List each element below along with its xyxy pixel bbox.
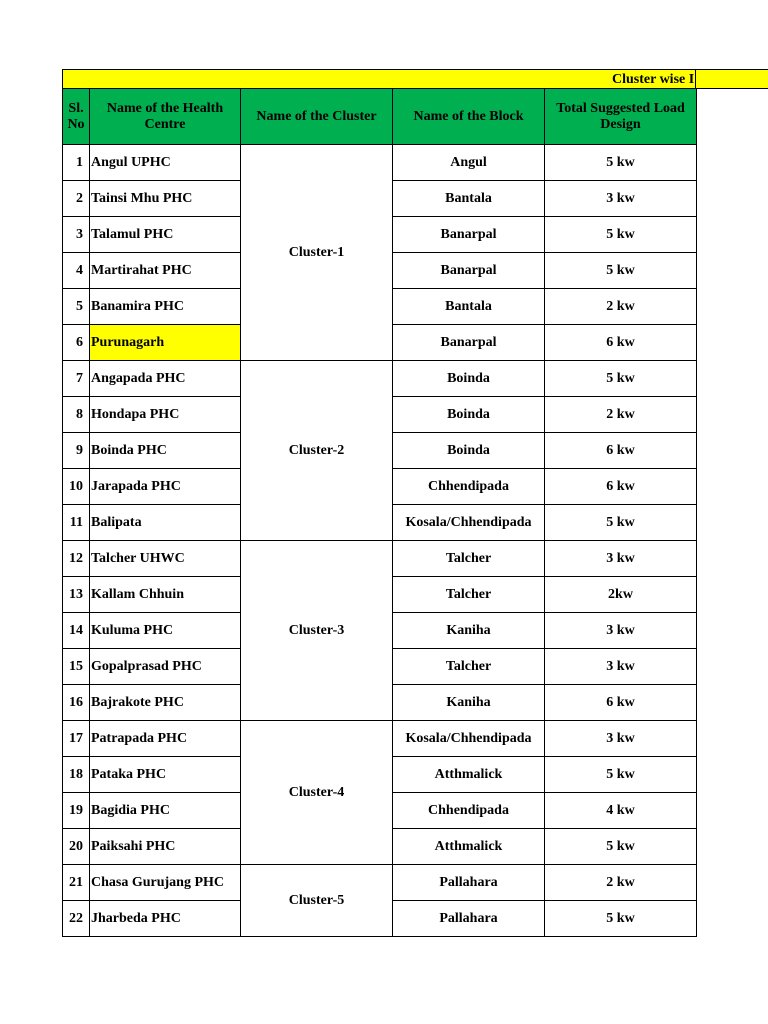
load-cell[interactable]: 3 kw [545, 721, 697, 757]
sl-no-cell[interactable]: 11 [63, 505, 90, 541]
block-cell[interactable]: Banarpal [393, 325, 545, 361]
sl-no-cell[interactable]: 21 [63, 865, 90, 901]
health-centre-cell[interactable]: Martirahat PHC [90, 253, 241, 289]
load-cell[interactable]: 6 kw [545, 325, 697, 361]
load-cell[interactable]: 6 kw [545, 685, 697, 721]
load-cell[interactable]: 3 kw [545, 649, 697, 685]
cluster-cell[interactable]: Cluster-4 [241, 721, 393, 865]
sheet-title: Cluster wise I [612, 72, 695, 87]
sl-no-cell[interactable]: 1 [63, 145, 90, 181]
header-row [63, 89, 697, 145]
table-row [63, 865, 697, 901]
sl-no-cell[interactable]: 4 [63, 253, 90, 289]
block-cell[interactable]: Chhendipada [393, 469, 545, 505]
sl-no-cell[interactable]: 16 [63, 685, 90, 721]
cluster-cell[interactable]: Cluster-3 [241, 541, 393, 721]
cluster-cell[interactable]: Cluster-1 [241, 145, 393, 361]
block-cell[interactable]: Kosala/Chhendipada [393, 505, 545, 541]
load-cell[interactable]: 5 kw [545, 145, 697, 181]
health-centre-cell[interactable]: Kallam Chhuin [90, 577, 241, 613]
health-centre-cell[interactable]: Bajrakote PHC [90, 685, 241, 721]
block-cell[interactable]: Boinda [393, 433, 545, 469]
health-centre-cell[interactable]: Talamul PHC [90, 217, 241, 253]
sl-no-cell[interactable]: 6 [63, 325, 90, 361]
table-row [63, 361, 697, 397]
header-block: Name of the Block [393, 89, 545, 145]
sl-no-cell[interactable]: 15 [63, 649, 90, 685]
sl-no-cell[interactable]: 7 [63, 361, 90, 397]
block-cell[interactable]: Pallahara [393, 901, 545, 937]
block-cell[interactable]: Talcher [393, 649, 545, 685]
load-cell[interactable]: 5 kw [545, 253, 697, 289]
health-centre-cell[interactable]: Angul UPHC [90, 145, 241, 181]
load-cell[interactable]: 5 kw [545, 505, 697, 541]
health-centre-cell[interactable]: Chasa Gurujang PHC [90, 865, 241, 901]
health-centre-cell[interactable]: Boinda PHC [90, 433, 241, 469]
header-load: Total Suggested Load Design [545, 89, 697, 145]
sl-no-cell[interactable]: 17 [63, 721, 90, 757]
block-cell[interactable]: Atthmalick [393, 829, 545, 865]
sl-no-cell[interactable]: 20 [63, 829, 90, 865]
load-cell[interactable]: 3 kw [545, 541, 697, 577]
health-centre-cell[interactable]: Paiksahi PHC [90, 829, 241, 865]
title-band [62, 69, 768, 89]
health-centre-cell[interactable]: Balipata [90, 505, 241, 541]
block-cell[interactable]: Kaniha [393, 685, 545, 721]
load-cell[interactable]: 3 kw [545, 181, 697, 217]
table-row [63, 721, 697, 757]
sl-no-cell[interactable]: 12 [63, 541, 90, 577]
load-cell[interactable]: 2kw [545, 577, 697, 613]
block-cell[interactable]: Bantala [393, 181, 545, 217]
health-centre-cell[interactable]: Gopalprasad PHC [90, 649, 241, 685]
load-cell[interactable]: 2 kw [545, 865, 697, 901]
health-centre-cell[interactable]: Jharbeda PHC [90, 901, 241, 937]
load-cell[interactable]: 4 kw [545, 793, 697, 829]
health-centre-cell[interactable]: Patrapada PHC [90, 721, 241, 757]
header-cluster: Name of the Cluster [241, 89, 393, 145]
sl-no-cell[interactable]: 3 [63, 217, 90, 253]
health-centre-cell[interactable]: Tainsi Mhu PHC [90, 181, 241, 217]
block-cell[interactable]: Kaniha [393, 613, 545, 649]
load-cell[interactable]: 6 kw [545, 469, 697, 505]
sl-no-cell[interactable]: 2 [63, 181, 90, 217]
load-cell[interactable]: 5 kw [545, 217, 697, 253]
block-cell[interactable]: Boinda [393, 361, 545, 397]
sl-no-cell[interactable]: 5 [63, 289, 90, 325]
block-cell[interactable]: Pallahara [393, 865, 545, 901]
health-centre-cell[interactable]: Kuluma PHC [90, 613, 241, 649]
block-cell[interactable]: Chhendipada [393, 793, 545, 829]
load-cell[interactable]: 5 kw [545, 829, 697, 865]
sl-no-cell[interactable]: 13 [63, 577, 90, 613]
sl-no-cell[interactable]: 18 [63, 757, 90, 793]
block-cell[interactable]: Bantala [393, 289, 545, 325]
health-centre-cell[interactable]: Banamira PHC [90, 289, 241, 325]
load-cell[interactable]: 6 kw [545, 433, 697, 469]
load-cell[interactable]: 5 kw [545, 757, 697, 793]
load-cell[interactable]: 5 kw [545, 901, 697, 937]
health-centre-cell[interactable]: Jarapada PHC [90, 469, 241, 505]
block-cell[interactable]: Kosala/Chhendipada [393, 721, 545, 757]
load-cell[interactable]: 3 kw [545, 613, 697, 649]
cluster-cell[interactable]: Cluster-2 [241, 361, 393, 541]
sl-no-cell[interactable]: 22 [63, 901, 90, 937]
header-sl-no: Sl. No [63, 89, 90, 145]
health-centre-cell[interactable]: Talcher UHWC [90, 541, 241, 577]
sl-no-cell[interactable]: 10 [63, 469, 90, 505]
sl-no-cell[interactable]: 9 [63, 433, 90, 469]
block-cell[interactable]: Talcher [393, 577, 545, 613]
header-health-centre: Name of the Health Centre [90, 89, 241, 145]
health-centre-cell[interactable]: Bagidia PHC [90, 793, 241, 829]
load-cell[interactable]: 2 kw [545, 397, 697, 433]
load-cell[interactable]: 2 kw [545, 289, 697, 325]
table-row [63, 541, 697, 577]
block-cell[interactable]: Banarpal [393, 253, 545, 289]
sl-no-cell[interactable]: 14 [63, 613, 90, 649]
cluster-cell[interactable]: Cluster-5 [241, 865, 393, 937]
block-cell[interactable]: Boinda [393, 397, 545, 433]
cluster-table [62, 88, 697, 937]
table-body [63, 145, 697, 937]
health-centre-cell[interactable]: Angapada PHC [90, 361, 241, 397]
block-cell[interactable]: Angul [393, 145, 545, 181]
table-row [63, 145, 697, 181]
load-cell[interactable]: 5 kw [545, 361, 697, 397]
sl-no-cell[interactable]: 8 [63, 397, 90, 433]
sl-no-cell[interactable]: 19 [63, 793, 90, 829]
title-cell-divider [695, 70, 696, 88]
block-cell[interactable]: Atthmalick [393, 757, 545, 793]
health-centre-cell[interactable]: Pataka PHC [90, 757, 241, 793]
block-cell[interactable]: Banarpal [393, 217, 545, 253]
block-cell[interactable]: Talcher [393, 541, 545, 577]
health-centre-cell[interactable]: Hondapa PHC [90, 397, 241, 433]
health-centre-cell[interactable]: Purunagarh [90, 325, 241, 361]
